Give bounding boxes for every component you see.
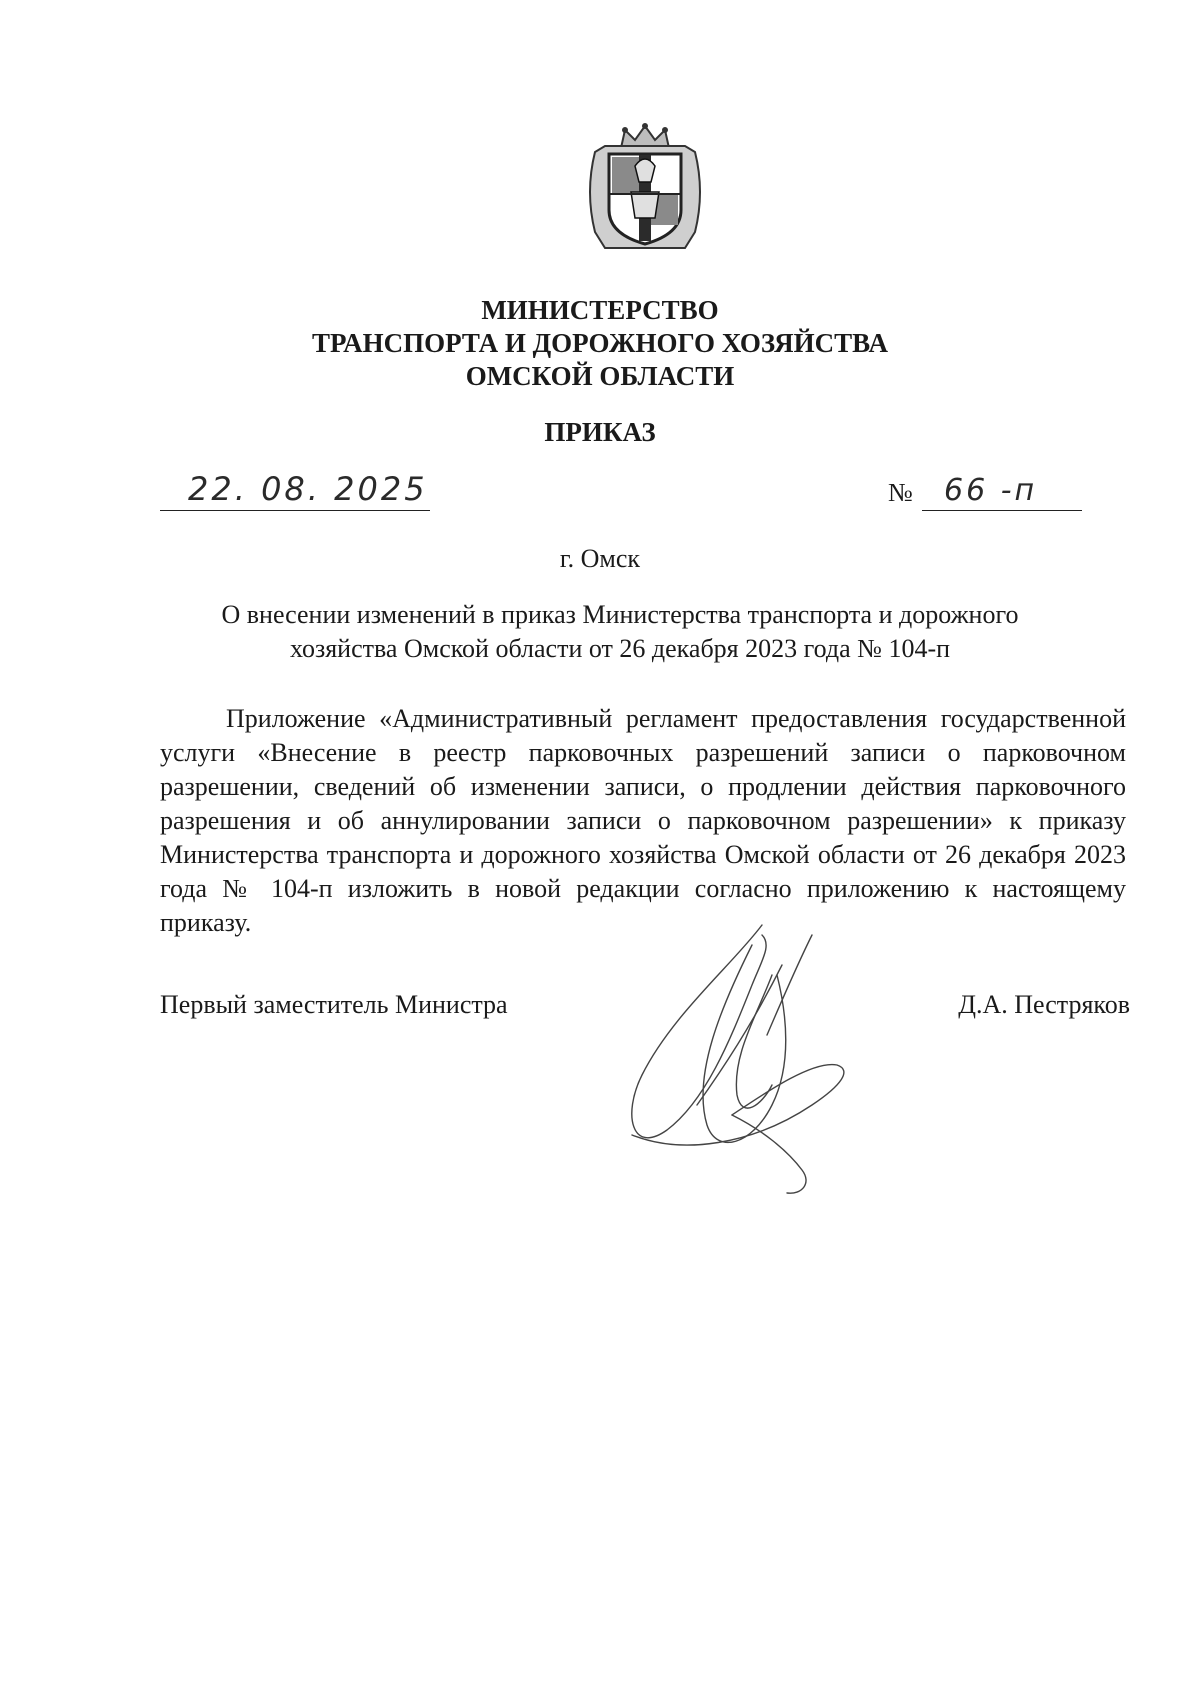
order-date-field xyxy=(160,468,430,511)
signer-position: Первый заместитель Министра xyxy=(160,990,508,1019)
ministry-line-1: МИНИСТЕРСТВО xyxy=(481,295,719,325)
order-subject xyxy=(160,598,1080,666)
signature-icon xyxy=(612,905,862,1205)
ministry-line-2: ТРАНСПОРТА И ДОРОЖНОГО ХОЗЯЙСТВА xyxy=(312,328,888,358)
document-type: ПРИКАЗ xyxy=(544,417,656,447)
order-date: 22. 08. 2025 xyxy=(188,470,428,508)
signer-name: Д.А. Пестряков xyxy=(958,990,1130,1019)
coat-of-arms-icon xyxy=(585,122,705,256)
order-body: Приложение «Административный регламент предоставления государственной услуги «Внесение в реестр парковочных разрешений записи о парковочном разрешении, сведений об изменении записи, о продлении действия парковочного разрешения и об аннулировании записи о парковочном разрешении» к приказу Министерства транспорта и дорожного хозяйства Омской области от 26 декабря 2023 года № 104-п изложить в новой редакции согласно приложению к настоящему приказу. xyxy=(160,704,1126,937)
number-sign: № xyxy=(888,478,913,507)
ministry-name xyxy=(0,294,1200,393)
ministry-line-3: ОМСКОЙ ОБЛАСТИ xyxy=(465,361,735,391)
subject-line-2: хозяйства Омской области от 26 декабря 2023 года № 104-п xyxy=(289,634,951,663)
city: г. Омск xyxy=(559,544,641,573)
order-number-field xyxy=(922,468,1082,511)
subject-line-1: О внесении изменений в приказ Министерства транспорта и дорожного xyxy=(221,600,1019,629)
order-number: 66 -п xyxy=(944,473,1038,508)
